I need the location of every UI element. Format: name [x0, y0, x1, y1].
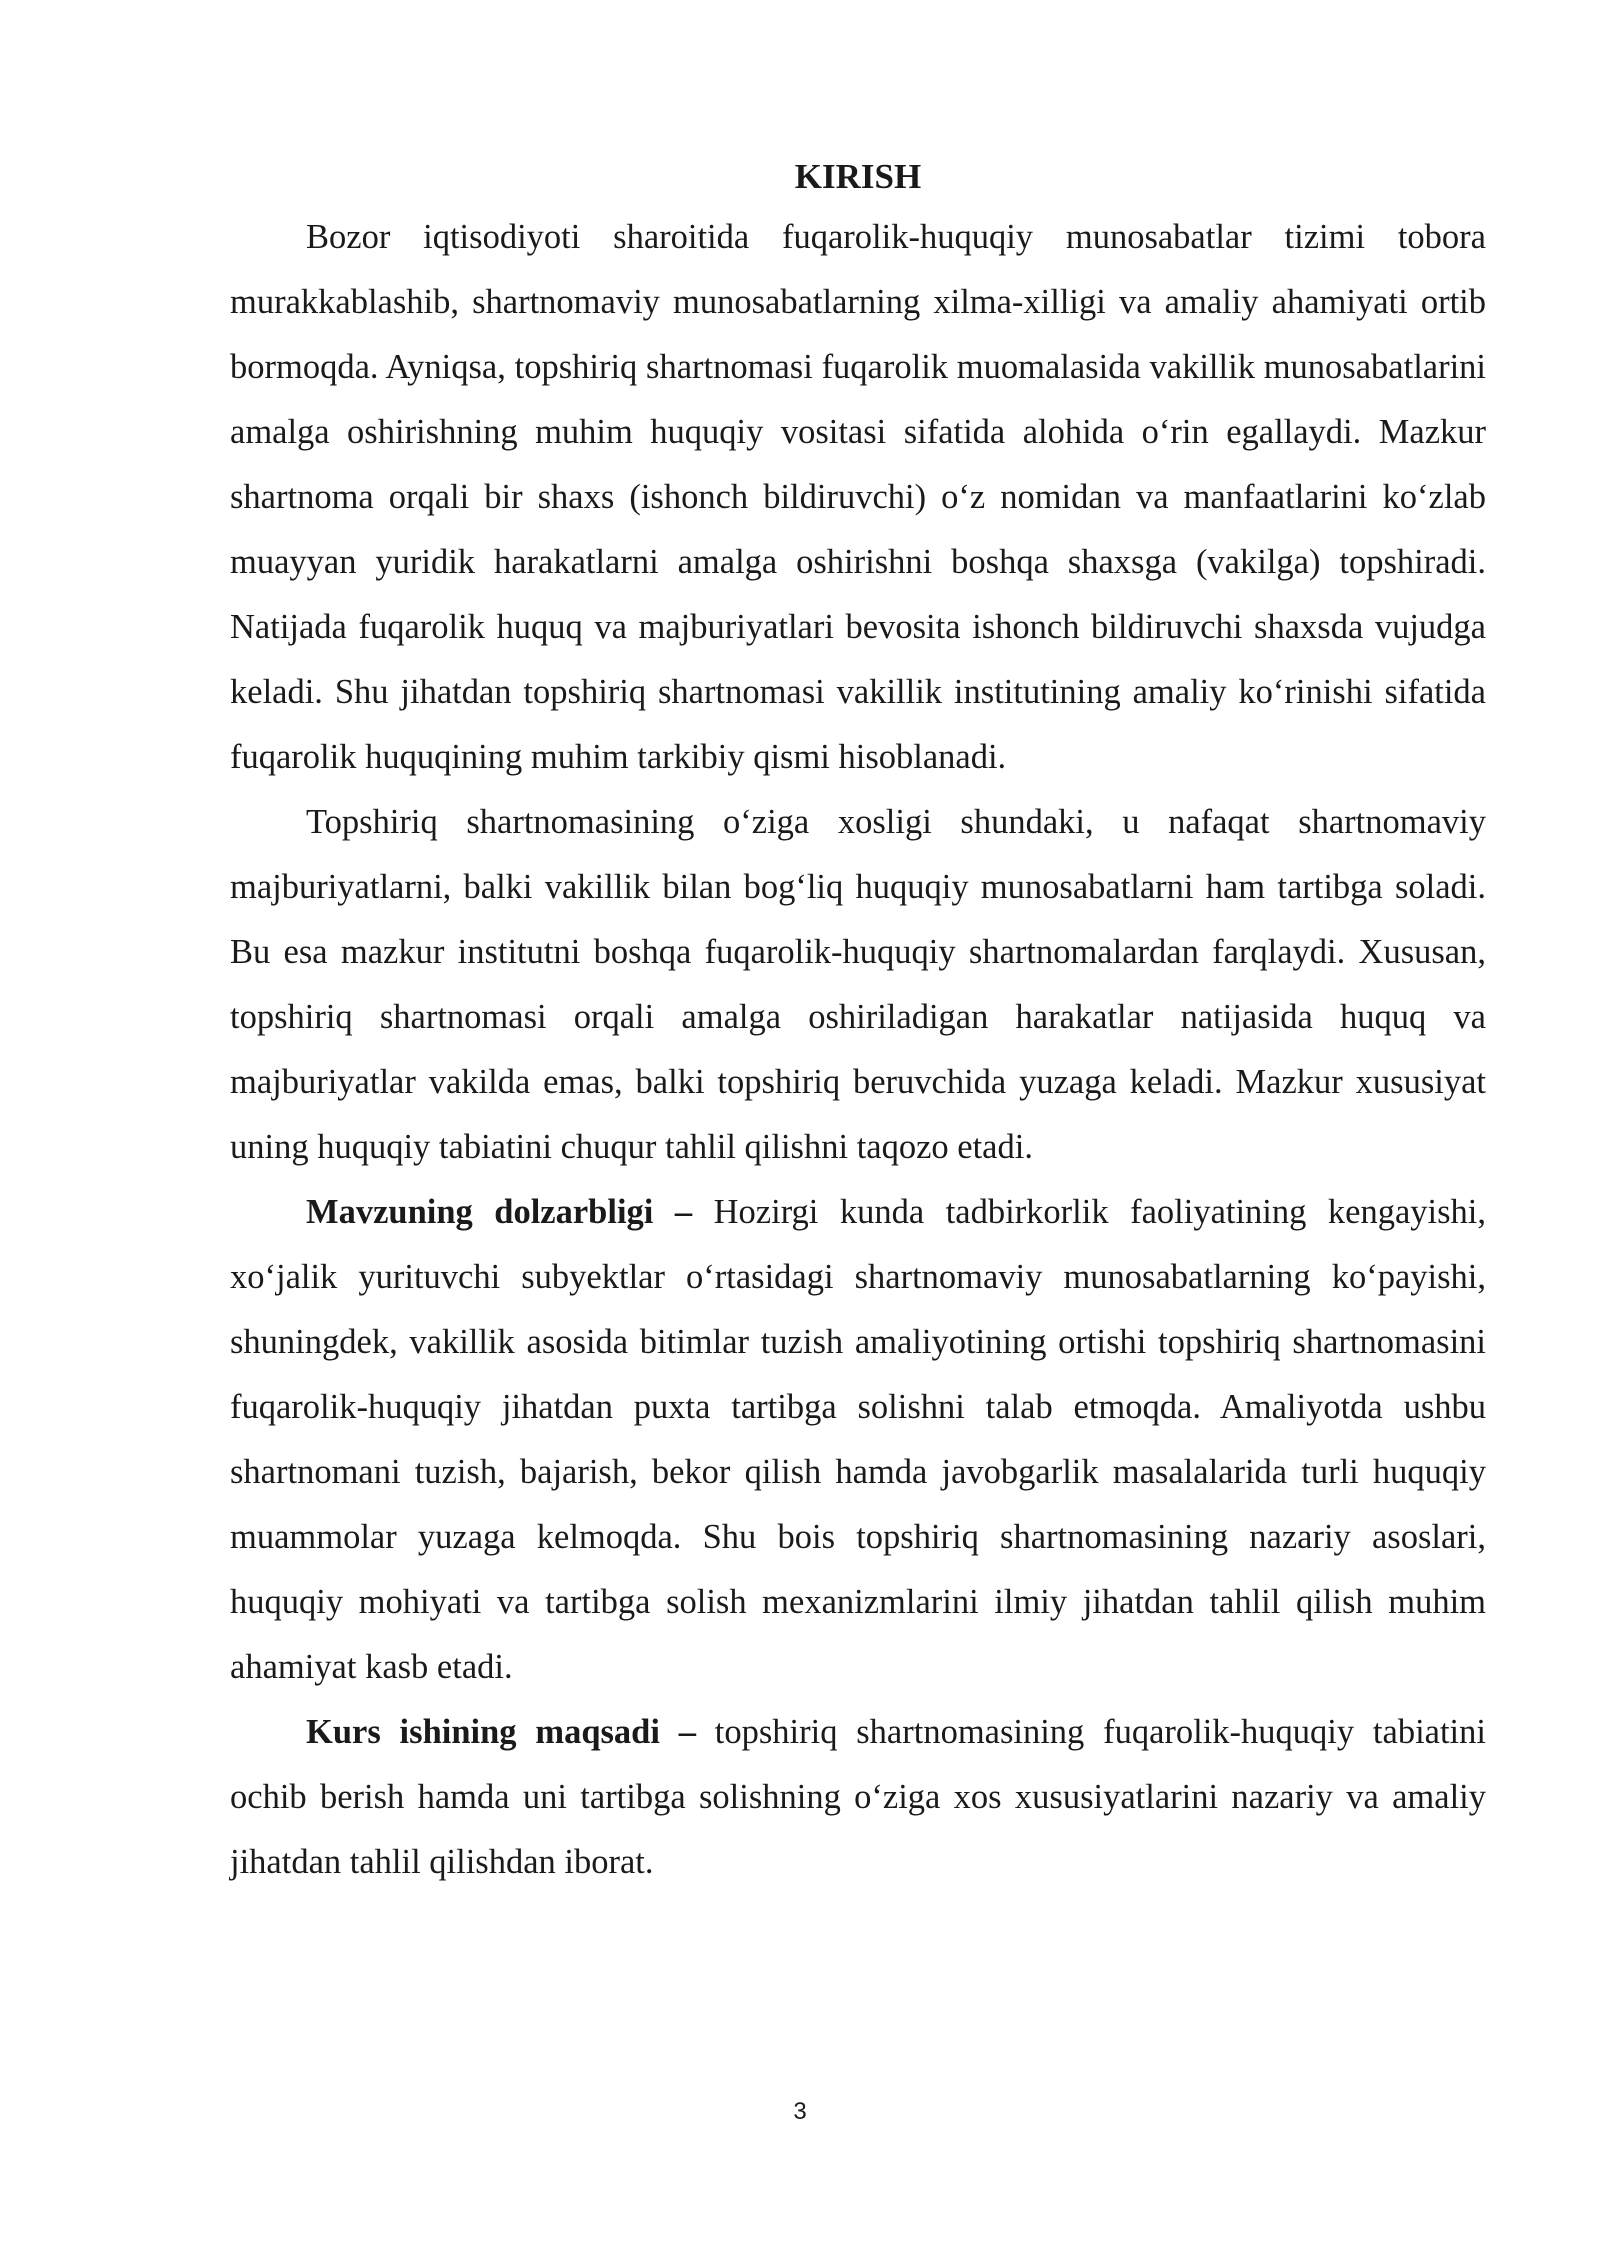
paragraph-text: Hozirgi kunda tadbirkorlik faoliyatining kengayishi, xo‘jalik yurituvchi subyektlar o‘rtasidagi shartnomaviy munosabatlarning ko‘payishi, shuningdek, vakillik asosida bitimlar tuzish amaliyotining ortishi topshiriq shartnomasini fuqarolik-huquqiy jihatdan puxta tartibga solishni talab etmoqda. Amaliyotda ushbu shartnomani tuzish, bajarish, bekor qilish hamda javobgarlik masalalarida turli huquqiy muammolar yuzaga kelmoqda. Shu bois topshiriq shartnomasining nazariy asoslari, huquqiy mohiyati va tartibga solish mexanizmlarini ilmiy jihatdan tahlil qilish muhim ahamiyat kasb etadi. — [230, 1193, 1486, 1686]
paragraph-text: Bozor iqtisodiyoti sharoitida fuqarolik-huquqiy munosabatlar tizimi tobora murakkablashib, shartnomaviy munosabatlarning xilma-xilligi va amaliy ahamiyati ortib bormoqda. Ayniqsa, topshiriq shartnomasi fuqarolik muomalasida vakillik munosabatlarini amalga oshirishning muhim huquqiy vositasi sifatida alohida o‘rin egallaydi. Mazkur shartnoma orqali bir shaxs (ishonch bildiruvchi) o‘z nomidan va manfaatlarini ko‘zlab muayyan yuridik harakatlarni amalga oshirishni boshqa shaxsga (vakilga) topshiradi. Natijada fuqarolik huquq va majburiyatlari bevosita ishonch bildiruvchi shaxsda vujudga keladi. Shu jihatdan topshiriq shartnomasi vakillik institutining amaliy ko‘rinishi sifatida fuqarolik huquqining muhim tarkibiy qismi hisoblanadi. — [230, 218, 1486, 776]
section-heading: KIRISH — [794, 157, 922, 196]
paragraph-lead: Mavzuning dolzarbligi – — [306, 1193, 693, 1231]
paragraph-relevance — [230, 1180, 1486, 1700]
page-number: 3 — [793, 2098, 807, 2125]
paragraph-1 — [230, 205, 1486, 790]
paragraph-lead: Kurs ishining maqsadi – — [306, 1713, 696, 1751]
paragraph-text: topshiriq shartnomasining fuqarolik-huquqiy tabiatini ochib berish hamda uni tartibga solishning o‘ziga xos xususiyatlarini nazariy va amaliy jihatdan tahlil qilishdan iborat. — [230, 1713, 1486, 1881]
page-content — [230, 148, 1486, 1895]
paragraph-goal — [230, 1700, 1486, 1895]
paragraph-text: Topshiriq shartnomasining o‘ziga xosligi shundaki, u nafaqat shartnomaviy majburiyatlarni, balki vakillik bilan bog‘liq huquqiy munosabatlarni ham tartibga soladi. Bu esa mazkur institutni boshqa fuqarolik-huquqiy shartnomalardan farqlaydi. Xususan, topshiriq shartnomasi orqali amalga oshiriladigan harakatlar natijasida huquq va majburiyatlar vakilda emas, balki topshiriq beruvchida yuzaga keladi. Mazkur xususiyat uning huquqiy tabiatini chuqur tahlil qilishni taqozo etadi. — [230, 803, 1486, 1166]
paragraph-2 — [230, 790, 1486, 1180]
